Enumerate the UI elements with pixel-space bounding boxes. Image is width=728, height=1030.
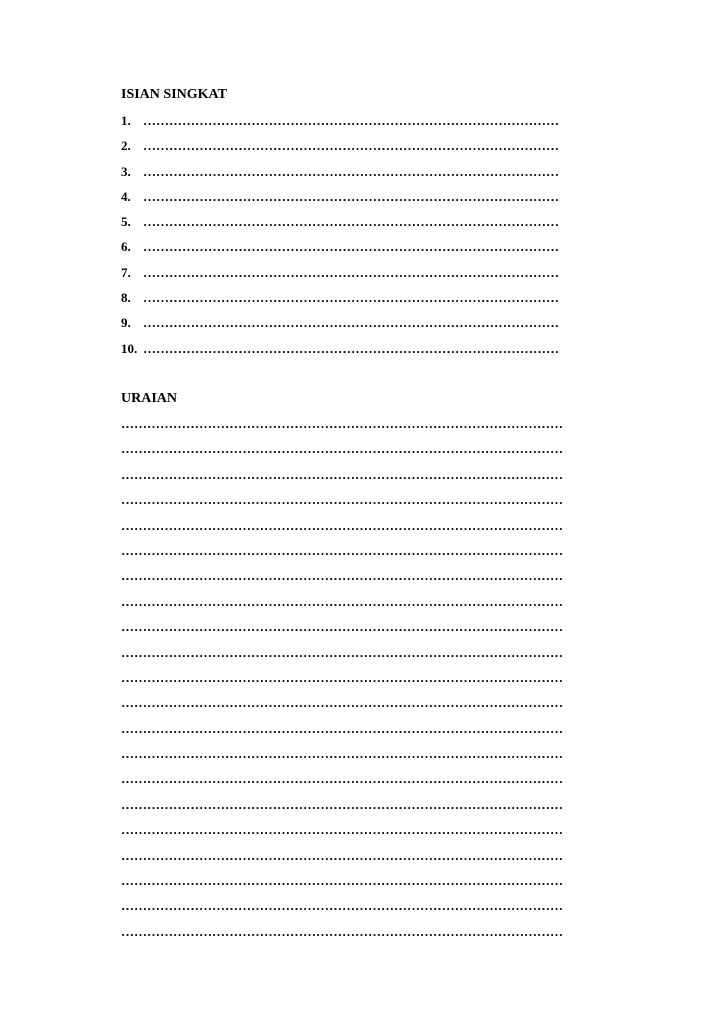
essay-answer-line[interactable]: ………………………………………………………………………………………… (121, 669, 563, 685)
answer-blank[interactable]: …………………………………………………………………………………… (143, 290, 559, 306)
essay-answer-line[interactable]: ………………………………………………………………………………………… (121, 644, 563, 660)
essay-answer-line[interactable]: ………………………………………………………………………………………… (121, 492, 563, 508)
essay-answer-line[interactable]: ………………………………………………………………………………………… (121, 746, 563, 762)
short-answer-list (121, 113, 641, 366)
short-answer-item (121, 239, 641, 264)
essay-answer-lines (121, 416, 641, 949)
essay-answer-line[interactable]: ………………………………………………………………………………………… (121, 771, 563, 787)
essay-answer-line[interactable]: ………………………………………………………………………………………… (121, 873, 563, 889)
essay-answer-line[interactable]: ………………………………………………………………………………………… (121, 619, 563, 635)
essay-answer-line[interactable]: ………………………………………………………………………………………… (121, 441, 563, 457)
essay-answer-line[interactable]: ………………………………………………………………………………………… (121, 923, 563, 939)
short-answer-item (121, 189, 641, 214)
essay-answer-line[interactable]: ………………………………………………………………………………………… (121, 517, 563, 533)
answer-blank[interactable]: …………………………………………………………………………………… (143, 315, 559, 331)
short-answer-item (121, 164, 641, 189)
answer-blank[interactable]: …………………………………………………………………………………… (143, 188, 559, 204)
item-number: 10. (121, 340, 138, 356)
essay-answer-line[interactable]: ………………………………………………………………………………………… (121, 847, 563, 863)
item-number: 9. (121, 315, 131, 331)
answer-blank[interactable]: …………………………………………………………………………………… (143, 163, 559, 179)
short-answer-item (121, 315, 641, 340)
answer-blank[interactable]: …………………………………………………………………………………… (143, 239, 559, 255)
answer-blank[interactable]: …………………………………………………………………………………… (143, 264, 559, 280)
answer-blank[interactable]: …………………………………………………………………………………… (143, 214, 559, 230)
item-number: 4. (121, 188, 131, 204)
essay-answer-line[interactable]: ………………………………………………………………………………………… (121, 466, 563, 482)
essay-answer-line[interactable]: ………………………………………………………………………………………… (121, 898, 563, 914)
essay-answer-line[interactable]: ………………………………………………………………………………………… (121, 695, 563, 711)
item-number: 6. (121, 239, 131, 255)
answer-blank[interactable]: …………………………………………………………………………………… (143, 138, 559, 154)
essay-answer-line[interactable]: ………………………………………………………………………………………… (121, 416, 563, 431)
answer-blank[interactable]: …………………………………………………………………………………… (143, 113, 559, 128)
essay-answer-line[interactable]: ………………………………………………………………………………………… (121, 542, 563, 558)
essay-answer-line[interactable]: ………………………………………………………………………………………… (121, 796, 563, 812)
isian-singkat-heading: ISIAN SINGKAT (121, 87, 227, 102)
essay-answer-line[interactable]: ………………………………………………………………………………………… (121, 720, 563, 736)
short-answer-item (121, 341, 641, 366)
short-answer-item (121, 214, 641, 239)
short-answer-item (121, 113, 641, 138)
item-number: 3. (121, 163, 131, 179)
short-answer-item (121, 265, 641, 290)
item-number: 2. (121, 138, 131, 154)
uraian-heading: URAIAN (121, 391, 177, 406)
essay-answer-line[interactable]: ………………………………………………………………………………………… (121, 822, 563, 838)
item-number: 7. (121, 264, 131, 280)
short-answer-item (121, 290, 641, 315)
essay-answer-line[interactable]: ………………………………………………………………………………………… (121, 593, 563, 609)
item-number: 1. (121, 113, 131, 128)
short-answer-item (121, 138, 641, 163)
item-number: 5. (121, 214, 131, 230)
essay-answer-line[interactable]: ………………………………………………………………………………………… (121, 568, 563, 584)
item-number: 8. (121, 290, 131, 306)
answer-blank[interactable]: …………………………………………………………………………………… (143, 340, 559, 356)
